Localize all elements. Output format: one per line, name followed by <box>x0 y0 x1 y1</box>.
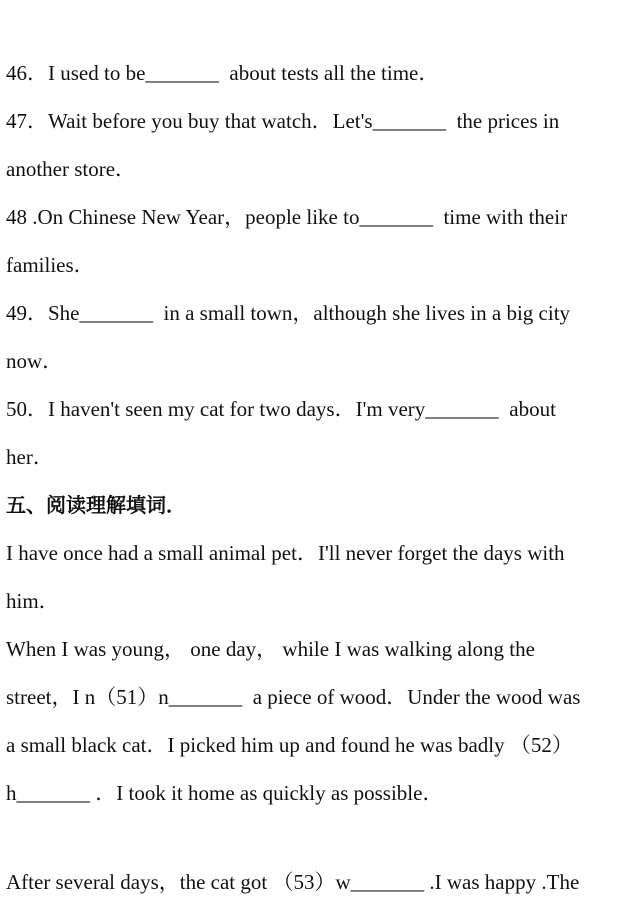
question-46: 46．I used to be_______ about tests all the time． <box>6 61 440 85</box>
question-47-continued: another store． <box>6 157 137 181</box>
passage-line-4: street，I n（51）n_______ a piece of wood．Under the wood was <box>6 685 581 709</box>
passage-line-1: I have once had a small animal pet．I'll never forget the days with <box>6 541 565 565</box>
question-47: 47．Wait before you buy that watch．Let's_______ the prices in <box>6 109 560 133</box>
question-49-continued: now． <box>6 349 64 373</box>
passage-line-7: After several days，the cat got （53）w_______ .I was happy .The <box>6 870 580 894</box>
passage-line-3: When I was young， one day， while I was walking along the <box>6 637 535 661</box>
passage-line-6: h_______ ．I took it home as quickly as possible． <box>6 781 444 805</box>
question-50: 50．I haven't seen my cat for two days．I'm very_______ about <box>6 397 556 421</box>
question-48-continued: families． <box>6 253 95 277</box>
passage-line-2: him． <box>6 589 60 613</box>
question-50-continued: her． <box>6 445 54 469</box>
question-49: 49．She_______ in a small town，although she lives in a big city <box>6 301 571 325</box>
question-48: 48 .On Chinese New Year，people like to_______ time with their <box>6 205 568 229</box>
passage-line-5: a small black cat．I picked him up and found he was badly （52） <box>6 733 573 757</box>
section-heading: 五、阅读理解填词． <box>6 493 186 517</box>
